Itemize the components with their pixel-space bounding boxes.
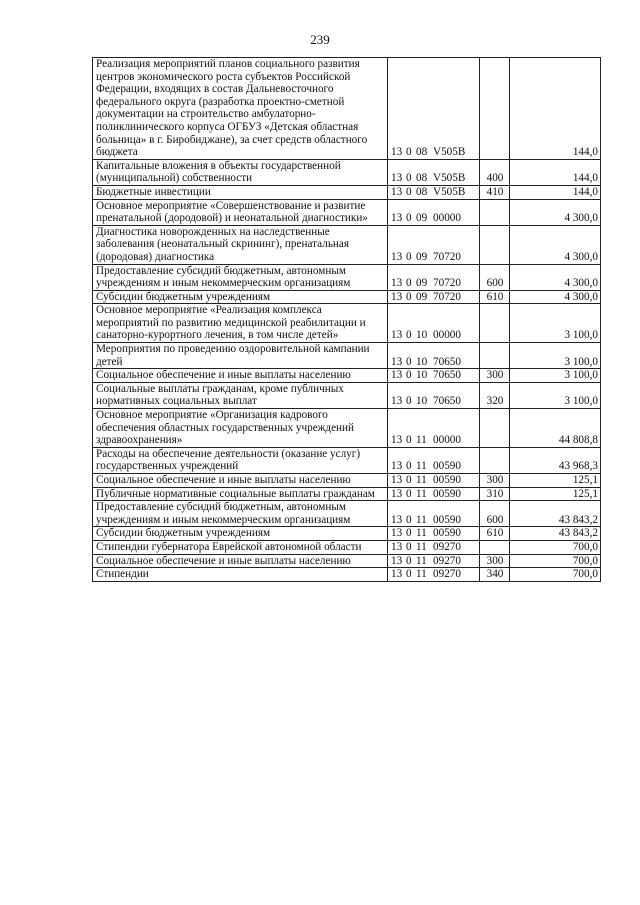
code-part: 10 <box>416 329 428 342</box>
row-name: Основное мероприятие «Организация кадрового обеспечения областных государственных учреждений здравоохранения» <box>93 409 388 448</box>
code-part: 09270 <box>433 568 461 581</box>
code-part: 00000 <box>433 329 461 342</box>
table-row <box>93 527 601 541</box>
row-expense-type: 320 <box>480 382 510 408</box>
row-name: Стипендии губернатора Еврейской автономной области <box>93 540 388 554</box>
code-part: 09270 <box>433 554 461 567</box>
code-part: 0 <box>406 250 412 263</box>
table-row <box>93 159 601 185</box>
row-expense-type: 300 <box>480 474 510 488</box>
code-part: 13 <box>391 212 403 225</box>
code-part: 09270 <box>433 540 461 553</box>
row-amount: 44 808,8 <box>510 409 601 448</box>
code-part: 00590 <box>433 460 461 473</box>
row-expense-type: 300 <box>480 369 510 383</box>
row-code <box>388 185 480 199</box>
code-part: 0 <box>406 277 412 290</box>
table-row <box>93 487 601 501</box>
budget-table <box>92 57 601 582</box>
row-amount: 4 300,0 <box>510 264 601 290</box>
code-part: 13 <box>391 146 403 159</box>
row-code <box>388 447 480 473</box>
row-code <box>388 159 480 185</box>
code-part: 11 <box>416 568 427 581</box>
row-name: Основное мероприятие «Совершенствование и развитие пренатальной (дородовой) и неонатальной диагностики» <box>93 199 388 225</box>
table-row <box>93 554 601 568</box>
code-part: 13 <box>391 554 403 567</box>
code-part: V505B <box>433 185 466 198</box>
code-part: 08 <box>416 185 428 198</box>
code-part: 08 <box>416 172 428 185</box>
code-part: 09 <box>416 277 428 290</box>
code-part: 13 <box>391 395 403 408</box>
code-part: 0 <box>406 185 412 198</box>
row-code <box>388 409 480 448</box>
code-part: 11 <box>416 474 427 486</box>
row-expense-type: 400 <box>480 159 510 185</box>
row-expense-type <box>480 58 510 160</box>
code-part: 00000 <box>433 212 461 225</box>
row-amount: 144,0 <box>510 58 601 160</box>
row-amount: 4 300,0 <box>510 225 601 264</box>
code-part: 70720 <box>433 290 461 303</box>
row-amount: 4 300,0 <box>510 199 601 225</box>
row-amount: 125,1 <box>510 487 601 501</box>
row-code <box>388 568 480 582</box>
row-code <box>388 225 480 264</box>
row-amount: 3 100,0 <box>510 343 601 369</box>
table-row <box>93 409 601 448</box>
code-part: 0 <box>406 212 412 225</box>
code-part: 70720 <box>433 250 461 263</box>
table-row <box>93 58 601 160</box>
table-row <box>93 369 601 383</box>
row-amount: 3 100,0 <box>510 382 601 408</box>
code-part: 0 <box>406 146 412 159</box>
row-amount: 43 968,3 <box>510 447 601 473</box>
row-name: Публичные нормативные социальные выплаты гражданам <box>93 487 388 501</box>
code-part: 13 <box>391 172 403 185</box>
row-expense-type: 600 <box>480 264 510 290</box>
code-part: 10 <box>416 355 428 368</box>
row-expense-type <box>480 225 510 264</box>
table-row <box>93 447 601 473</box>
code-part: V505B <box>433 146 466 159</box>
code-part: 13 <box>391 250 403 263</box>
row-name: Капитальные вложения в объекты государственной (муниципальной) собственности <box>93 159 388 185</box>
code-part: 10 <box>416 369 428 382</box>
row-amount: 43 843,2 <box>510 527 601 541</box>
row-expense-type: 610 <box>480 290 510 304</box>
code-part: 13 <box>391 434 403 447</box>
code-part: 13 <box>391 568 403 581</box>
code-part: 11 <box>416 487 427 500</box>
code-part: 00000 <box>433 434 461 447</box>
row-code <box>388 369 480 383</box>
code-part: 0 <box>406 355 412 368</box>
code-part: 11 <box>416 513 427 526</box>
code-part: 0 <box>406 474 412 486</box>
row-code <box>388 474 480 488</box>
row-name: Предоставление субсидий бюджетным, автономным учреждениям и иным некоммерческим организациям <box>93 501 388 527</box>
row-name: Социальное обеспечение и иные выплаты населению <box>93 369 388 383</box>
budget-table-body <box>93 58 601 582</box>
row-name: Субсидии бюджетным учреждениям <box>93 527 388 541</box>
code-part: 70650 <box>433 355 461 368</box>
table-row <box>93 290 601 304</box>
row-amount: 144,0 <box>510 185 601 199</box>
row-expense-type: 310 <box>480 487 510 501</box>
code-part: 08 <box>416 146 428 159</box>
code-part: 0 <box>406 172 412 185</box>
row-name: Стипендии <box>93 568 388 582</box>
code-part: 13 <box>391 474 403 486</box>
row-name: Социальное обеспечение и иные выплаты населению <box>93 554 388 568</box>
row-code <box>388 554 480 568</box>
row-code <box>388 527 480 541</box>
row-code <box>388 382 480 408</box>
code-part: 0 <box>406 329 412 342</box>
row-amount: 4 300,0 <box>510 290 601 304</box>
code-part: 13 <box>391 487 403 500</box>
code-part: 13 <box>391 540 403 553</box>
code-part: 11 <box>416 527 427 540</box>
code-part: V505B <box>433 172 466 185</box>
row-code <box>388 487 480 501</box>
row-expense-type <box>480 409 510 448</box>
row-expense-type <box>480 304 510 343</box>
code-part: 11 <box>416 460 427 473</box>
row-name: Реализация мероприятий планов социального развития центров экономического роста субъектов Российской Федерации, входящих в состав Дальневосточного федерального округа (разработка проектно-сметной документации на строительство амбулаторно-поликлинического корпуса ОГБУЗ «Детская областная больница» в г. Биробиджане), за счет средств областного бюджета <box>93 58 388 160</box>
row-code <box>388 290 480 304</box>
table-row <box>93 501 601 527</box>
row-code <box>388 58 480 160</box>
table-row <box>93 568 601 582</box>
table-row <box>93 540 601 554</box>
row-code <box>388 304 480 343</box>
row-name: Бюджетные инвестиции <box>93 185 388 199</box>
code-part: 13 <box>391 460 403 473</box>
row-name: Субсидии бюджетным учреждениям <box>93 290 388 304</box>
code-part: 0 <box>406 554 412 567</box>
row-name: Социальное обеспечение и иные выплаты населению <box>93 474 388 488</box>
row-expense-type: 300 <box>480 554 510 568</box>
code-part: 70720 <box>433 277 461 290</box>
code-part: 10 <box>416 395 428 408</box>
row-name: Расходы на обеспечение деятельности (оказание услуг) государственных учреждений <box>93 447 388 473</box>
table-row <box>93 343 601 369</box>
table-row <box>93 264 601 290</box>
code-part: 0 <box>406 513 412 526</box>
row-expense-type: 410 <box>480 185 510 199</box>
row-expense-type: 340 <box>480 568 510 582</box>
code-part: 13 <box>391 329 403 342</box>
code-part: 13 <box>391 277 403 290</box>
code-part: 13 <box>391 290 403 303</box>
row-expense-type <box>480 343 510 369</box>
code-part: 11 <box>416 540 427 553</box>
row-expense-type <box>480 540 510 554</box>
row-code <box>388 343 480 369</box>
row-code <box>388 501 480 527</box>
code-part: 0 <box>406 290 412 303</box>
code-part: 00590 <box>433 513 461 526</box>
row-amount: 125,1 <box>510 474 601 488</box>
row-name: Предоставление субсидий бюджетным, автономным учреждениям и иным некоммерческим организациям <box>93 264 388 290</box>
code-part: 0 <box>406 527 412 540</box>
row-amount: 3 100,0 <box>510 369 601 383</box>
row-expense-type <box>480 447 510 473</box>
row-amount: 43 843,2 <box>510 501 601 527</box>
code-part: 0 <box>406 568 412 581</box>
row-code <box>388 264 480 290</box>
code-part: 13 <box>391 513 403 526</box>
code-part: 09 <box>416 290 428 303</box>
row-expense-type <box>480 199 510 225</box>
row-code <box>388 540 480 554</box>
row-name: Диагностика новорожденных на наследственные заболевания (неонатальный скрининг), пренатальная (дородовая) диагностика <box>93 225 388 264</box>
code-part: 09 <box>416 250 428 263</box>
code-part: 11 <box>416 434 427 447</box>
code-part: 13 <box>391 185 403 198</box>
code-part: 0 <box>406 369 412 382</box>
row-amount: 144,0 <box>510 159 601 185</box>
code-part: 70650 <box>433 395 461 408</box>
page-number: 239 <box>310 32 330 47</box>
code-part: 13 <box>391 527 403 540</box>
table-row <box>93 304 601 343</box>
code-part: 00590 <box>433 474 461 486</box>
code-part: 09 <box>416 212 428 225</box>
table-row <box>93 225 601 264</box>
code-part: 0 <box>406 460 412 473</box>
row-name: Мероприятия по проведению оздоровительной кампании детей <box>93 343 388 369</box>
code-part: 0 <box>406 395 412 408</box>
code-part: 00590 <box>433 527 461 540</box>
row-amount: 700,0 <box>510 568 601 582</box>
row-amount: 700,0 <box>510 554 601 568</box>
row-expense-type: 600 <box>480 501 510 527</box>
table-row <box>93 199 601 225</box>
code-part: 00590 <box>433 487 461 500</box>
row-amount: 3 100,0 <box>510 304 601 343</box>
row-expense-type: 610 <box>480 527 510 541</box>
code-part: 11 <box>416 554 427 567</box>
row-name: Основное мероприятие «Реализация комплекса мероприятий по развитию медицинской реабилитации и санаторно-курортного лечения, в том числе детей» <box>93 304 388 343</box>
table-row <box>93 185 601 199</box>
code-part: 0 <box>406 487 412 500</box>
table-row <box>93 474 601 488</box>
code-part: 70650 <box>433 369 461 382</box>
code-part: 0 <box>406 434 412 447</box>
code-part: 0 <box>406 540 412 553</box>
row-name: Социальные выплаты гражданам, кроме публичных нормативных социальных выплат <box>93 382 388 408</box>
code-part: 13 <box>391 369 403 382</box>
table-row <box>93 382 601 408</box>
row-code <box>388 199 480 225</box>
code-part: 13 <box>391 355 403 368</box>
row-amount: 700,0 <box>510 540 601 554</box>
